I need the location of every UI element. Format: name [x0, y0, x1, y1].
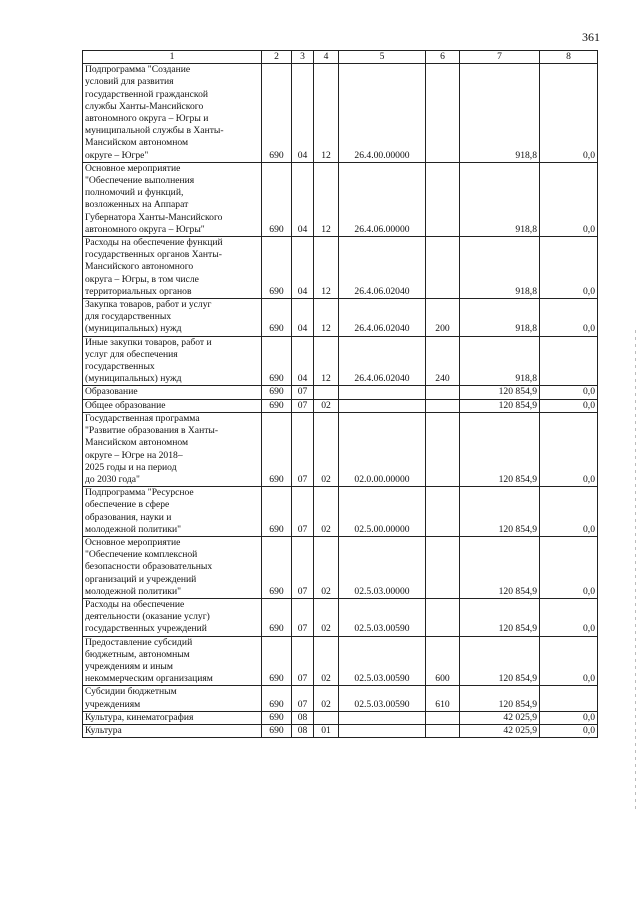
expense-type-cell	[426, 399, 460, 412]
target-article-cell	[339, 399, 426, 412]
column-header: 7	[460, 51, 540, 64]
target-article-cell: 02.5.03.00590	[339, 686, 426, 711]
expense-type-cell: 200	[426, 299, 460, 337]
budget-table	[82, 50, 598, 738]
target-article-cell	[339, 724, 426, 737]
section-cell: 04	[292, 336, 314, 386]
column-header: 5	[339, 51, 426, 64]
amount-2-cell: 0,0	[540, 237, 598, 299]
row-name-cell: Образование	[83, 386, 262, 399]
table-row	[83, 536, 598, 598]
expense-type-cell	[426, 724, 460, 737]
amount-2-cell: 0,0	[540, 598, 598, 636]
section-cell: 07	[292, 636, 314, 686]
subsection-cell: 12	[314, 64, 339, 163]
column-header: 1	[83, 51, 262, 64]
section-cell: 04	[292, 237, 314, 299]
amount-cell: 120 854,9	[460, 386, 540, 399]
section-cell: 07	[292, 487, 314, 537]
row-name-cell: Основное мероприятие "Обеспечение комплексной безопасности образовательных организаций и учреждений молодежной политики"	[83, 536, 262, 598]
subsection-cell	[314, 386, 339, 399]
amount-cell: 42 025,9	[460, 724, 540, 737]
expense-type-cell	[426, 598, 460, 636]
column-header: 8	[540, 51, 598, 64]
amount-cell: 42 025,9	[460, 711, 540, 724]
amount-2-cell: 0,0	[540, 386, 598, 399]
amount-cell: 120 854,9	[460, 686, 540, 711]
admin-code-cell: 690	[262, 386, 292, 399]
target-article-cell	[339, 386, 426, 399]
table-row	[83, 237, 598, 299]
target-article-cell: 02.5.03.00590	[339, 636, 426, 686]
section-cell: 04	[292, 162, 314, 236]
subsection-cell: 02	[314, 536, 339, 598]
table-row	[83, 299, 598, 337]
admin-code-cell: 690	[262, 487, 292, 537]
expense-type-cell	[426, 162, 460, 236]
amount-2-cell: 0,0	[540, 536, 598, 598]
target-article-cell: 02.5.03.00000	[339, 536, 426, 598]
amount-2-cell	[540, 336, 598, 386]
table-row	[83, 711, 598, 724]
admin-code-cell: 690	[262, 162, 292, 236]
expense-type-cell	[426, 237, 460, 299]
target-article-cell: 26.4.06.02040	[339, 237, 426, 299]
subsection-cell: 02	[314, 636, 339, 686]
target-article-cell: 02.0.00.00000	[339, 412, 426, 486]
amount-2-cell: 0,0	[540, 64, 598, 163]
amount-2-cell: 0,0	[540, 162, 598, 236]
table-row	[83, 724, 598, 737]
table-row	[83, 64, 598, 163]
target-article-cell: 26.4.06.02040	[339, 299, 426, 337]
amount-2-cell: 0,0	[540, 399, 598, 412]
table-row	[83, 336, 598, 386]
admin-code-cell: 690	[262, 724, 292, 737]
expense-type-cell	[426, 412, 460, 486]
table-row	[83, 412, 598, 486]
subsection-cell: 12	[314, 162, 339, 236]
target-article-cell	[339, 711, 426, 724]
subsection-cell: 01	[314, 724, 339, 737]
amount-cell: 120 854,9	[460, 487, 540, 537]
section-cell: 07	[292, 536, 314, 598]
expense-type-cell	[426, 536, 460, 598]
column-header: 4	[314, 51, 339, 64]
expense-type-cell: 610	[426, 686, 460, 711]
page-number: 361	[582, 30, 600, 44]
subsection-cell: 12	[314, 237, 339, 299]
section-cell: 07	[292, 686, 314, 711]
target-article-cell: 02.5.03.00590	[339, 598, 426, 636]
admin-code-cell: 690	[262, 636, 292, 686]
amount-cell: 918,8	[460, 336, 540, 386]
admin-code-cell: 690	[262, 711, 292, 724]
admin-code-cell: 690	[262, 237, 292, 299]
row-name-cell: Основное мероприятие "Обеспечение выполнения полномочий и функций, возложенных на Аппарат Губернатора Ханты-Мансийского автономного округа – Югры"	[83, 162, 262, 236]
admin-code-cell: 690	[262, 686, 292, 711]
expense-type-cell	[426, 711, 460, 724]
admin-code-cell: 690	[262, 536, 292, 598]
row-name-cell: Государственная программа "Развитие образования в Ханты- Мансийском автономном округе – Югре на 2018– 2025 годы и на период до 2030 года"	[83, 412, 262, 486]
expense-type-cell	[426, 64, 460, 163]
admin-code-cell: 690	[262, 299, 292, 337]
table-row	[83, 162, 598, 236]
table-row	[83, 598, 598, 636]
amount-cell: 120 854,9	[460, 636, 540, 686]
section-cell: 04	[292, 299, 314, 337]
scan-edge-marks	[635, 330, 636, 810]
table-row	[83, 487, 598, 537]
amount-2-cell: 0,0	[540, 299, 598, 337]
subsection-cell: 02	[314, 598, 339, 636]
table-row	[83, 686, 598, 711]
expense-type-cell	[426, 386, 460, 399]
admin-code-cell: 690	[262, 412, 292, 486]
target-article-cell: 26.4.06.00000	[339, 162, 426, 236]
amount-cell: 918,8	[460, 237, 540, 299]
row-name-cell: Закупка товаров, работ и услуг для государственных (муниципальных) нужд	[83, 299, 262, 337]
target-article-cell: 02.5.00.00000	[339, 487, 426, 537]
amount-cell: 120 854,9	[460, 536, 540, 598]
table-row	[83, 386, 598, 399]
section-cell: 07	[292, 386, 314, 399]
row-name-cell: Иные закупки товаров, работ и услуг для обеспечения государственных (муниципальных) нужд	[83, 336, 262, 386]
section-cell: 07	[292, 399, 314, 412]
subsection-cell: 02	[314, 487, 339, 537]
section-cell: 04	[292, 64, 314, 163]
section-cell: 08	[292, 711, 314, 724]
amount-cell: 120 854,9	[460, 412, 540, 486]
amount-cell: 918,8	[460, 299, 540, 337]
row-name-cell: Расходы на обеспечение функций государственных органов Ханты- Мансийского автономного округа – Югры, в том числе территориальных органов	[83, 237, 262, 299]
section-cell: 07	[292, 412, 314, 486]
subsection-cell: 02	[314, 412, 339, 486]
amount-2-cell	[540, 686, 598, 711]
admin-code-cell: 690	[262, 64, 292, 163]
row-name-cell: Общее образование	[83, 399, 262, 412]
table-row	[83, 636, 598, 686]
amount-cell: 120 854,9	[460, 399, 540, 412]
target-article-cell: 26.4.00.00000	[339, 64, 426, 163]
amount-cell: 918,8	[460, 162, 540, 236]
subsection-cell: 12	[314, 299, 339, 337]
admin-code-cell: 690	[262, 598, 292, 636]
row-name-cell: Культура, кинематография	[83, 711, 262, 724]
amount-2-cell: 0,0	[540, 724, 598, 737]
table-row	[83, 399, 598, 412]
section-cell: 07	[292, 598, 314, 636]
amount-cell: 918,8	[460, 64, 540, 163]
amount-2-cell: 0,0	[540, 487, 598, 537]
admin-code-cell: 690	[262, 399, 292, 412]
subsection-cell: 12	[314, 336, 339, 386]
expense-type-cell: 240	[426, 336, 460, 386]
column-header: 3	[292, 51, 314, 64]
amount-2-cell: 0,0	[540, 636, 598, 686]
amount-2-cell: 0,0	[540, 711, 598, 724]
amount-cell: 120 854,9	[460, 598, 540, 636]
row-name-cell: Расходы на обеспечение деятельности (оказание услуг) государственных учреждений	[83, 598, 262, 636]
subsection-cell	[314, 711, 339, 724]
row-name-cell: Подпрограмма "Ресурсное обеспечение в сфере образования, науки и молодежной политики"	[83, 487, 262, 537]
subsection-cell: 02	[314, 686, 339, 711]
row-name-cell: Предоставление субсидий бюджетным, автономным учреждениям и иным некоммерческим организациям	[83, 636, 262, 686]
expense-type-cell	[426, 487, 460, 537]
admin-code-cell: 690	[262, 336, 292, 386]
expense-type-cell: 600	[426, 636, 460, 686]
subsection-cell: 02	[314, 399, 339, 412]
amount-2-cell: 0,0	[540, 412, 598, 486]
row-name-cell: Культура	[83, 724, 262, 737]
row-name-cell: Субсидии бюджетным учреждениям	[83, 686, 262, 711]
header-row	[83, 51, 598, 64]
section-cell: 08	[292, 724, 314, 737]
column-header: 6	[426, 51, 460, 64]
column-header: 2	[262, 51, 292, 64]
row-name-cell: Подпрограмма "Создание условий для развития государственной гражданской службы Ханты-Мансийского автономного округа – Югры и муниципальной службы в Ханты- Мансийском автономном округе – Югре"	[83, 64, 262, 163]
target-article-cell: 26.4.06.02040	[339, 336, 426, 386]
